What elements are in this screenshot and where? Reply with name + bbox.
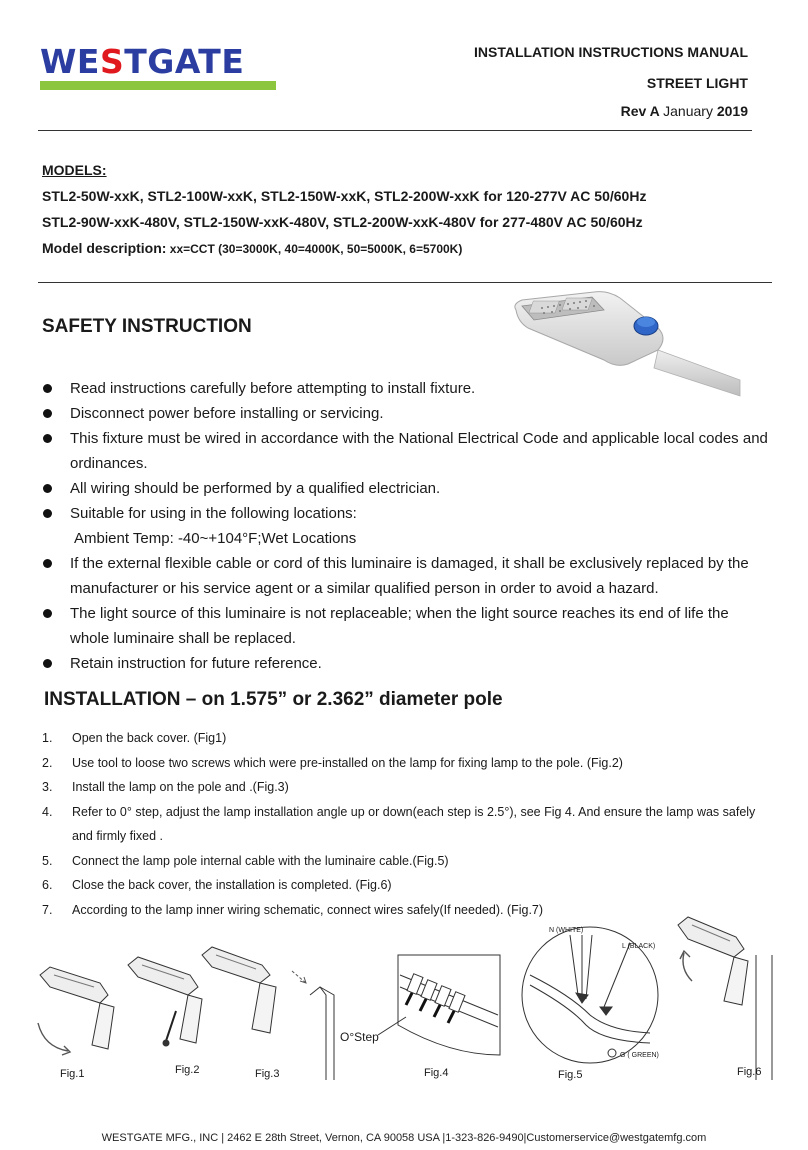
company-footer: WESTGATE MFG., INC | 2462 E 28th Street, Vernon, CA 90058 USA |1-323-826-9490|Customerservice@westgatemfg.com bbox=[101, 1132, 707, 1144]
header-divider bbox=[38, 130, 752, 131]
installation-step: 2. Use tool to loose two screws which were pre-installed on the lamp for fixing lamp to the pole. (Fig.2) bbox=[42, 755, 623, 770]
product-type: STREET LIGHT bbox=[646, 75, 748, 91]
safety-item: The light source of this luminaire is not replaceable; when the light source reaches its end of life the whole luminaire shall be replaced. bbox=[42, 601, 772, 651]
safety-title: SAFETY INSTRUCTION bbox=[42, 316, 252, 337]
safety-item: If the external flexible cable or cord of this luminaire is damaged, it shall be exclusively replaced by the manufacturer or his service agent or a similar qualified person in order to avoid a hazard. bbox=[42, 551, 772, 601]
fig6-label: Fig.6 bbox=[737, 1066, 762, 1078]
fig2-label: Fig.2 bbox=[175, 1064, 200, 1076]
step-label: O°Step bbox=[340, 1030, 379, 1044]
models-label: MODELS: bbox=[42, 162, 107, 178]
wire-n-label: N (WHITE) bbox=[549, 927, 584, 934]
wire-g-label: G ( GREEN) bbox=[620, 1052, 659, 1059]
safety-item: This fixture must be wired in accordance with the National Electrical Code and applicable local codes and ordinances. bbox=[42, 426, 772, 476]
wire-l-label: L (BLACK) bbox=[622, 943, 656, 950]
installation-step: 3. Install the lamp on the pole and .(Fig.3) bbox=[42, 780, 289, 794]
installation-step: 5. Connect the lamp pole internal cable with the luminaire cable.(Fig.5) bbox=[42, 853, 449, 868]
model-description: Model description: xx=CCT (30=3000K, 40=4000K, 50=5000K, 6=5700K) bbox=[42, 240, 463, 256]
safety-item: Suitable for using in the following locations: bbox=[42, 501, 772, 526]
logo-wordmark: WESTGATE bbox=[40, 42, 245, 81]
fig2-drawing bbox=[128, 957, 202, 1046]
models-divider bbox=[38, 282, 772, 283]
fig4-label: Fig.4 bbox=[424, 1067, 449, 1079]
installation-step: 7. According to the lamp inner wiring schematic, connect wires safely(If needed). (Fig.7) bbox=[42, 902, 544, 917]
manual-title: INSTALLATION INSTRUCTIONS MANUAL bbox=[473, 44, 748, 60]
models-block bbox=[42, 157, 646, 262]
safety-item: Retain instruction for future reference. bbox=[42, 651, 772, 676]
fig1-drawing bbox=[38, 967, 114, 1055]
installation-title: INSTALLATION – on 1.575” or 2.362” diameter pole bbox=[44, 689, 503, 710]
installation-step: 6. Close the back cover, the installation is completed. (Fig.6) bbox=[42, 878, 392, 892]
safety-item: Read instructions carefully before attempting to install fixture. bbox=[42, 376, 772, 401]
fig5-label: Fig.5 bbox=[558, 1069, 583, 1081]
installation-step: 1. Open the back cover. (Fig1) bbox=[42, 731, 227, 745]
safety-item: Disconnect power before installing or servicing. bbox=[42, 401, 772, 426]
logo-green-bar bbox=[40, 81, 276, 90]
models-line-2: STL2-90W-xxK-480V, STL2-150W-xxK-480V, STL2-200W-xxK-480V for 277-480V AC 50/60Hz bbox=[42, 214, 643, 230]
safety-list bbox=[42, 376, 772, 676]
fig1-label: Fig.1 bbox=[60, 1068, 85, 1080]
revision-line: Rev A January 2019 bbox=[620, 103, 748, 119]
installation-figures bbox=[30, 915, 780, 1085]
models-line-1: STL2-50W-xxK, STL2-100W-xxK, STL2-150W-xxK, STL2-200W-xxK for 120-277V AC 50/60Hz bbox=[42, 188, 647, 204]
fig4-drawing bbox=[378, 955, 500, 1055]
westgate-logo bbox=[40, 44, 276, 90]
ambient-temp: Ambient Temp: -40~+104°F;Wet Locations bbox=[74, 530, 357, 547]
safety-item: All wiring should be performed by a qualified electrician. bbox=[42, 476, 772, 501]
fig6-drawing bbox=[678, 917, 772, 1080]
fig3-drawing bbox=[202, 947, 334, 1080]
fig3-label: Fig.3 bbox=[255, 1068, 280, 1080]
installation-step: 4. Refer to 0° step, adjust the lamp installation angle up or down(each step is 2.5°), see Fig 4. And ensure the lamp was safely and firmly fixed . bbox=[42, 804, 756, 843]
installation-steps bbox=[42, 726, 772, 922]
